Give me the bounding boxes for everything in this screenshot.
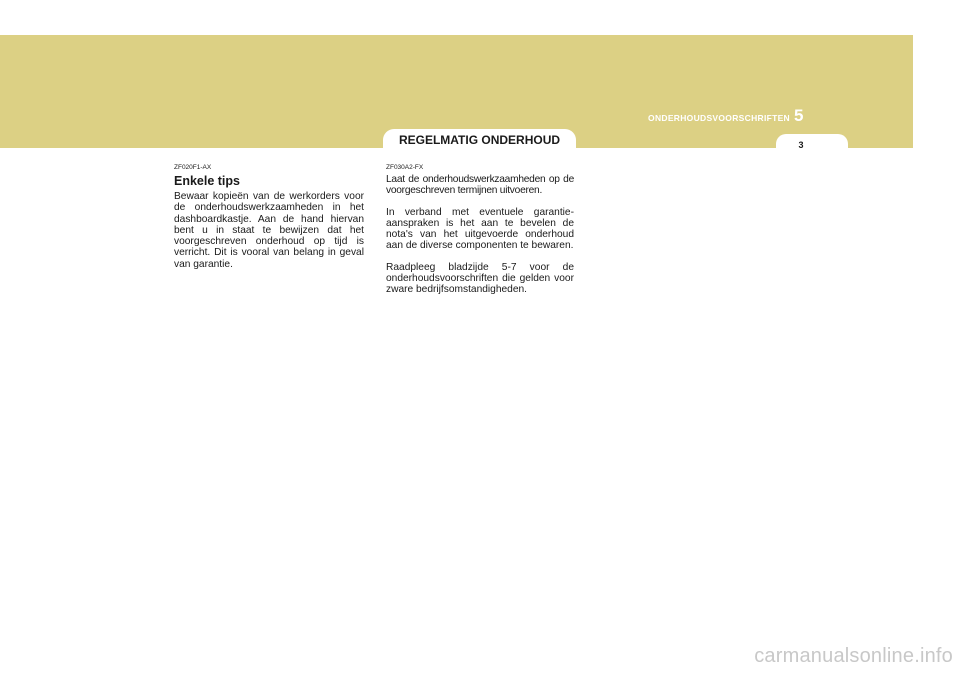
chapter-number: 5	[794, 106, 804, 125]
section-code: ZF030A2-FX	[386, 164, 424, 171]
section-code: ZF020F1-AX	[174, 164, 212, 171]
section-heading: Enkele tips	[174, 174, 240, 188]
page-number: 3	[798, 140, 804, 150]
body-paragraph: Bewaar kopieën van de werkorders voor de onderhoudswerkzaamheden in het dashboardkastje. Aan de hand hiervan bent u in staat te bewijzen dat het voorgeschreven onderhoud op tijd is verricht. Dit is vooral van belang in geval van garantie.	[174, 191, 364, 270]
left-column	[174, 164, 364, 280]
body-paragraph: Raadpleeg bladzijde 5-7 voor de onderhoudsvoorschriften die gelden voor zware bedrijfsomstandigheden.	[386, 261, 574, 296]
body-paragraph: In verband met eventuele garantie-aanspraken is het aan te bevelen de nota's van het uitgevoerde onderhoud aan de diverse componenten te bewaren.	[386, 206, 574, 252]
chapter-title: ONDERHOUDSVOORSCHRIFTEN	[648, 113, 790, 123]
section-title: REGELMATIG ONDERHOUD	[398, 133, 561, 147]
right-column	[386, 164, 574, 306]
body-paragraph: Laat de onderhoudswerkzaamheden op de voorgeschreven termijnen uitvoeren.	[386, 174, 574, 197]
watermark: carmanualsonline.info	[754, 645, 953, 667]
